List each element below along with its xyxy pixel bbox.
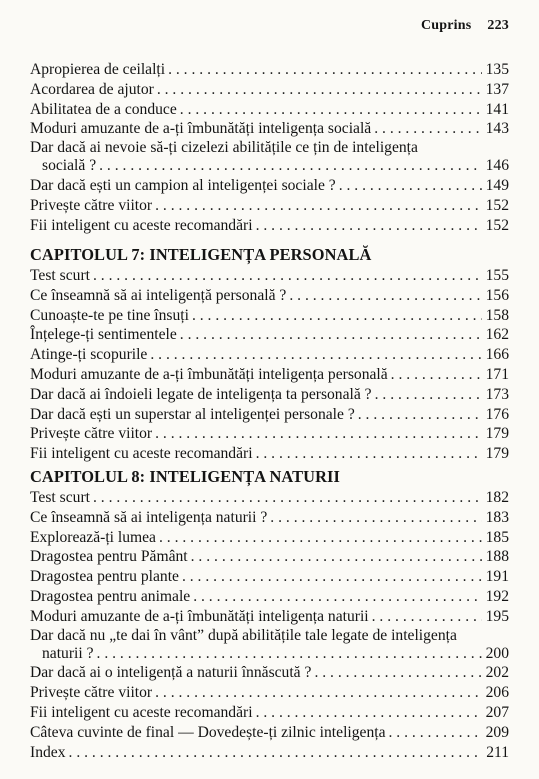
entry-title: Dar dacă ești un campion al inteligenței sociale ? [30,176,336,194]
entry-title: Cunoaște-te pe tine însuți [30,306,189,324]
entry-page-number: 200 [485,644,509,662]
leader-dots [389,723,483,743]
entry-title: Fii inteligent cu aceste recomandări [30,216,253,234]
toc-entry [30,216,509,236]
toc-entry [30,345,509,365]
toc-entry [30,743,509,763]
entry-page-number: 206 [485,684,509,702]
entry-title: Câteva cuvinte de final — Dovedește-ți zilnic inteligența [30,723,386,741]
toc-entry [30,119,509,139]
entry-title: Index [30,743,66,761]
entry-title: Ce înseamnă să ai inteligența naturii ? [30,508,268,526]
entry-page-number: 192 [485,587,509,605]
toc-section-top [30,60,509,235]
entry-page-number: 207 [485,703,509,721]
toc-entry [30,723,509,743]
chapter-heading: CAPITOLUL 8: INTELIGENȚA NATURII [30,467,340,486]
leader-dots [157,80,482,100]
toc-entry [30,385,509,405]
entry-title: Moduri amuzante de a-ți îmbunătăți inteligența socială [30,120,372,138]
entry-page-number: 146 [485,157,509,175]
leader-dots [155,683,482,703]
entry-title: Dar dacă ai îndoieli legate de inteligența ta personală ? [30,385,372,403]
leader-dots [314,663,482,683]
entry-title: socială ? [42,157,97,175]
entry-title: Dar dacă ești un superstar al inteligenței personale ? [30,405,355,423]
toc-entry [30,528,509,548]
entry-page-number: 143 [485,120,509,138]
entry-title: Dragostea pentru animale [30,587,191,605]
toc-entry [30,607,509,627]
entry-page-number: 185 [485,528,509,546]
toc-entry [30,405,509,425]
entry-title: Acordarea de ajutor [30,80,154,98]
entry-title: Ce înseamnă să ai inteligență personală ? [30,286,287,304]
entry-title: Fii inteligent cu aceste recomandări [30,445,253,463]
entry-title: Explorează-ți lumea [30,528,156,546]
entry-page-number: 173 [485,385,509,403]
entry-page-number: 158 [485,306,509,324]
entry-page-number: 152 [485,216,509,234]
toc-entry [30,627,509,644]
running-head [421,18,509,34]
leader-dots [375,385,482,405]
leader-dots [256,703,482,723]
entry-page-number: 162 [485,326,509,344]
entry-title: Moduri amuzante de a-ți îmbunătăți inteligența naturii [30,607,369,625]
leader-dots [256,216,482,236]
toc-entry [30,703,509,723]
toc-entry [30,567,509,587]
leader-dots [155,196,482,216]
entry-page-number: 179 [485,425,509,443]
leader-dots [372,607,482,627]
leader-dots [155,424,482,444]
section-title: Cuprins [420,18,472,33]
entry-page-number: 188 [485,548,509,566]
entry-page-number: 149 [485,176,509,194]
entry-title: Dar dacă ai o inteligență a naturii înnăscută ? [30,664,312,682]
entry-page-number: 182 [485,489,509,506]
entry-page-number: 176 [485,405,509,423]
entry-page-number: 135 [485,61,509,78]
toc-entry-continued [30,156,509,176]
leader-dots [374,119,482,139]
entry-title: Dragostea pentru plante [30,568,179,586]
toc-entry [30,266,509,286]
leader-dots [358,405,482,425]
toc-entry [30,325,509,345]
entry-page-number: 211 [486,743,509,761]
entry-title: Privește către viitor [30,196,153,214]
toc-entry [30,683,509,703]
toc-entry [30,176,509,196]
entry-title: Abilitatea de a conduce [30,100,177,118]
leader-dots [159,528,482,548]
toc-chapter-7 [30,244,509,464]
entry-page-number: 152 [485,196,509,214]
toc-entry [30,424,509,444]
leader-dots [99,156,482,176]
entry-title: Fii inteligent cu aceste recomandări [30,703,253,721]
leader-dots [339,176,482,196]
leader-dots [270,508,482,528]
entry-title: Privește către viitor [30,425,153,443]
toc-entry [30,306,509,326]
entry-title: Dar dacă ai nevoie să-ți cizelezi abilitățile ce țin de inteligența [30,139,418,157]
entry-page-number: 137 [485,80,509,98]
toc-entry [30,60,509,80]
leader-dots [191,547,482,567]
entry-page-number: 179 [485,445,509,463]
leader-dots [192,306,482,326]
entry-page-number: 183 [485,508,509,526]
toc-entry [30,508,509,528]
entry-title: Moduri amuzante de a-ți îmbunătăți inteligența personală [30,365,388,383]
entry-page-number: 171 [485,365,509,383]
leader-dots [93,266,482,286]
leader-dots [69,743,482,763]
toc-entry [30,663,509,683]
leader-dots [289,286,482,306]
leader-dots [168,60,482,80]
entry-title: naturii ? [42,644,94,662]
leader-dots [391,365,482,385]
entry-title: Apropierea de ceilalți [30,61,166,78]
entry-title: Privește către viitor [30,684,153,702]
leader-dots [97,644,482,664]
entry-page-number: 209 [485,723,509,741]
leader-dots [180,100,482,120]
entry-page-number: 166 [485,346,509,364]
toc-entry-continued [30,644,509,664]
leader-dots [256,444,482,464]
leader-dots [182,567,482,587]
chapter-heading: CAPITOLUL 7: INTELIGENȚA PERSONALĂ [30,245,372,264]
entry-title: Test scurt [30,267,90,284]
toc-entry [30,286,509,306]
entry-page-number: 191 [485,568,509,586]
entry-title: Dragostea pentru Pământ [30,548,188,566]
leader-dots [150,345,482,365]
page-number: 223 [487,18,509,33]
entry-page-number: 155 [485,267,509,284]
entry-title: Înțelege-ți sentimentele [30,326,177,344]
toc-entry [30,365,509,385]
leader-dots [93,488,482,508]
entry-page-number: 195 [485,607,509,625]
toc-entry [30,444,509,464]
toc-entry [30,587,509,607]
entry-page-number: 141 [485,100,509,118]
entry-title: Dar dacă nu „te dai în vânt” după abilitățile tale legate de inteligența [30,626,457,644]
toc-entry [30,80,509,100]
entry-page-number: 156 [485,286,509,304]
toc-entry [30,139,509,156]
toc-chapter-8 [30,466,509,762]
toc-entry [30,488,509,508]
entry-title: Test scurt [30,489,90,506]
entry-title: Atinge-ți scopurile [30,346,148,364]
entry-page-number: 202 [485,664,509,682]
toc-entry [30,100,509,120]
leader-dots [193,587,482,607]
leader-dots [180,325,482,345]
toc-entry [30,547,509,567]
toc-entry [30,196,509,216]
